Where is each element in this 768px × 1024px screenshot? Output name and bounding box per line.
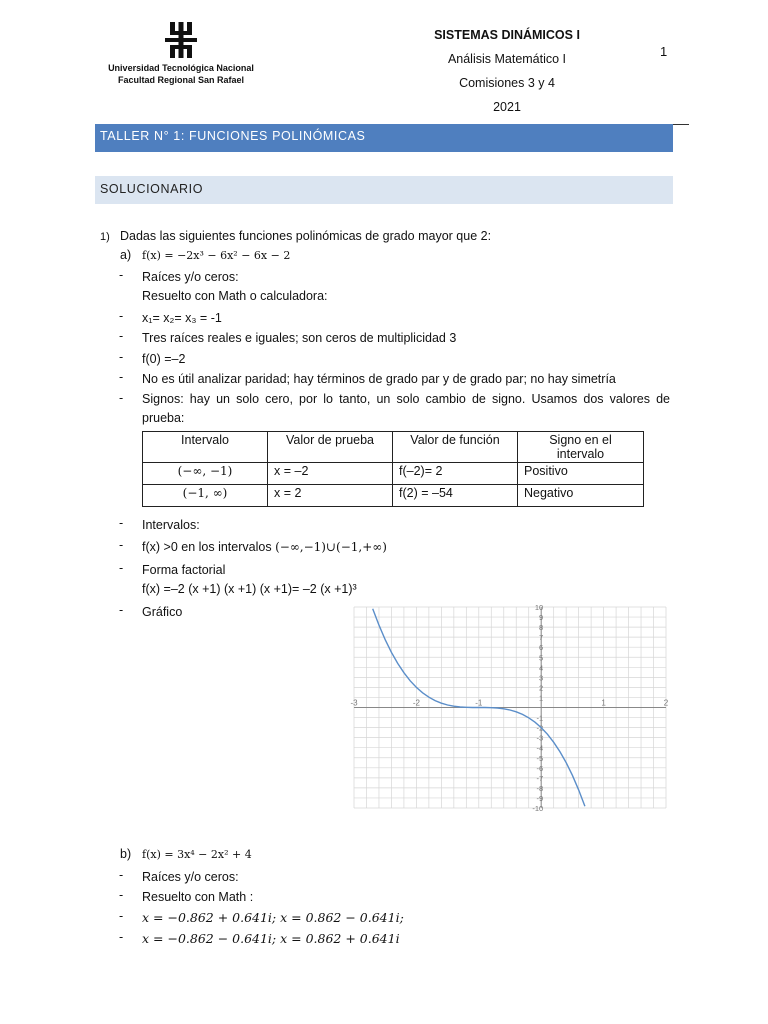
- part-b-label: b): [120, 847, 132, 861]
- subject-name: Análisis Matemático I: [447, 52, 567, 66]
- course-header: [400, 26, 614, 122]
- university-name: Universidad Tecnológica Nacional: [108, 63, 254, 73]
- faculty-name: Facultad Regional San Rafael: [117, 75, 245, 85]
- table-cell-function-value: f(–2)= 2: [393, 463, 518, 485]
- y-tick-label: -2: [536, 723, 544, 733]
- y-tick-label: 10: [534, 604, 544, 612]
- y-tick-label: 1: [539, 693, 544, 703]
- table-cell-sign: Negativo: [518, 485, 644, 507]
- bullet-dash: -: [119, 391, 124, 405]
- bullet-dash: -: [119, 268, 124, 282]
- factor-form: f(x) =–2 (x +1) (x +1) (x +1)= –2 (x +1)³: [142, 582, 357, 596]
- bullet-dash: -: [119, 370, 124, 384]
- y-tick-label: -1: [536, 713, 544, 723]
- bullet-dash: -: [119, 329, 124, 343]
- banner-title: TALLER N° 1: FUNCIONES POLINÓMICAS: [95, 124, 673, 152]
- table-cell-sign: Positivo: [518, 463, 644, 485]
- y-tick-label: -9: [536, 793, 544, 803]
- bullet-dash: -: [119, 603, 124, 617]
- table-header-interval: Intervalo: [143, 432, 268, 463]
- y-tick-label: -8: [536, 783, 544, 793]
- exercise-statement: Dadas las siguientes funciones polinómicas de grado mayor que 2:: [120, 229, 492, 243]
- table-cell-function-value: f(2) = –54: [393, 485, 518, 507]
- y-tick-label: -5: [536, 753, 544, 763]
- utn-logo-icon: [165, 22, 197, 58]
- year: 2021: [493, 100, 521, 114]
- roots-title-a: Raíces y/o ceros:: [142, 270, 239, 284]
- y-tick-label: -6: [536, 763, 544, 773]
- y-tick-label: 8: [539, 623, 544, 633]
- table-cell-interval: (−1, ∞): [143, 485, 268, 507]
- y-tick-label: 6: [539, 643, 544, 653]
- signs-table-header-row: [143, 432, 644, 463]
- bullet-dash: -: [119, 538, 124, 552]
- bullet-dash: -: [119, 350, 124, 364]
- y-tick-label: -10: [532, 804, 544, 813]
- positive-text: f(x) >0 en los intervalos: [142, 540, 272, 554]
- roots-method-a: Resuelto con Math o calculadora:: [142, 289, 328, 303]
- x-tick-label: 1: [601, 698, 606, 708]
- bullet-dash: -: [119, 561, 124, 575]
- course-title: SISTEMAS DINÁMICOS I: [434, 28, 580, 42]
- positive-intervals: (−∞,−1)∪(−1,+∞): [275, 540, 387, 554]
- table-header-test-value: Valor de prueba: [268, 432, 393, 463]
- bullet-dash: -: [119, 888, 124, 902]
- exercise-number: 1): [100, 231, 110, 243]
- bullet-dash: -: [119, 868, 124, 882]
- intervals-title: Intervalos:: [142, 518, 200, 532]
- y-tick-label: 2: [539, 683, 544, 693]
- table-cell-test-value: x = –2: [268, 463, 393, 485]
- part-a-function: f(x) = −2x³ − 6x² − 6x − 2: [142, 249, 291, 262]
- table-cell-test-value: x = 2: [268, 485, 393, 507]
- x-tick-label: -3: [350, 698, 358, 708]
- x-tick-label: 2: [663, 698, 669, 708]
- commissions: Comisiones 3 y 4: [459, 76, 555, 90]
- bullet-dash: -: [119, 516, 124, 530]
- y-tick-label: 5: [539, 653, 544, 663]
- banner-subtitle: SOLUCIONARIO: [95, 176, 673, 204]
- signs-explanation: Signos: hay un solo cero, por lo tanto, un solo cambio de signo. Usamos dos valores de prueba:: [142, 392, 670, 425]
- y-tick-label: -4: [536, 743, 544, 753]
- table-header-function-value: Valor de función: [393, 432, 518, 463]
- roots-method-b: Resuelto con Math :: [142, 890, 254, 904]
- table-row: [143, 485, 644, 507]
- signs-table: [142, 431, 644, 507]
- y-tick-label: -7: [536, 773, 544, 783]
- table-row: [143, 463, 644, 485]
- bullet-dash: -: [119, 930, 124, 944]
- roots-note-a: Tres raíces reales e iguales; son ceros de multiplicidad 3: [142, 331, 457, 345]
- parity-note: No es útil analizar paridad; hay términos de grado par y de grado par; no hay simetría: [142, 372, 616, 386]
- complex-roots-line-1: x = −0.862 + 0.641i; x = 0.862 − 0.641i;: [142, 910, 404, 925]
- x-tick-label: -1: [475, 698, 483, 708]
- roots-values-a: x₁= x₂= x₃ = -1: [142, 311, 222, 325]
- x-tick-label: -2: [412, 698, 420, 708]
- part-a-label: a): [120, 248, 132, 262]
- f-zero-value: f(0) =–2: [142, 352, 186, 366]
- factor-form-title: Forma factorial: [142, 563, 226, 577]
- university-logo-block: [96, 22, 266, 86]
- bullet-dash: -: [119, 309, 124, 323]
- page-number: 1: [660, 44, 668, 59]
- function-graph: [348, 604, 676, 814]
- y-tick-label: -3: [536, 733, 544, 743]
- bullet-dash: -: [119, 909, 124, 923]
- roots-title-b: Raíces y/o ceros:: [142, 870, 239, 884]
- y-tick-label: 3: [539, 673, 544, 683]
- y-tick-label: 9: [539, 613, 544, 623]
- positive-intervals-line: [142, 538, 387, 556]
- table-cell-interval: (−∞, −1): [143, 463, 268, 485]
- table-header-sign: Signo en el intervalo: [518, 432, 644, 463]
- complex-roots-line-2: x = −0.862 − 0.641i; x = 0.862 + 0.641i: [142, 931, 400, 946]
- part-b-function: f(x) = 3x⁴ − 2x² + 4: [142, 848, 252, 861]
- y-tick-label: 4: [539, 663, 544, 673]
- graph-title: Gráfico: [142, 605, 183, 619]
- y-tick-label: 7: [539, 633, 544, 643]
